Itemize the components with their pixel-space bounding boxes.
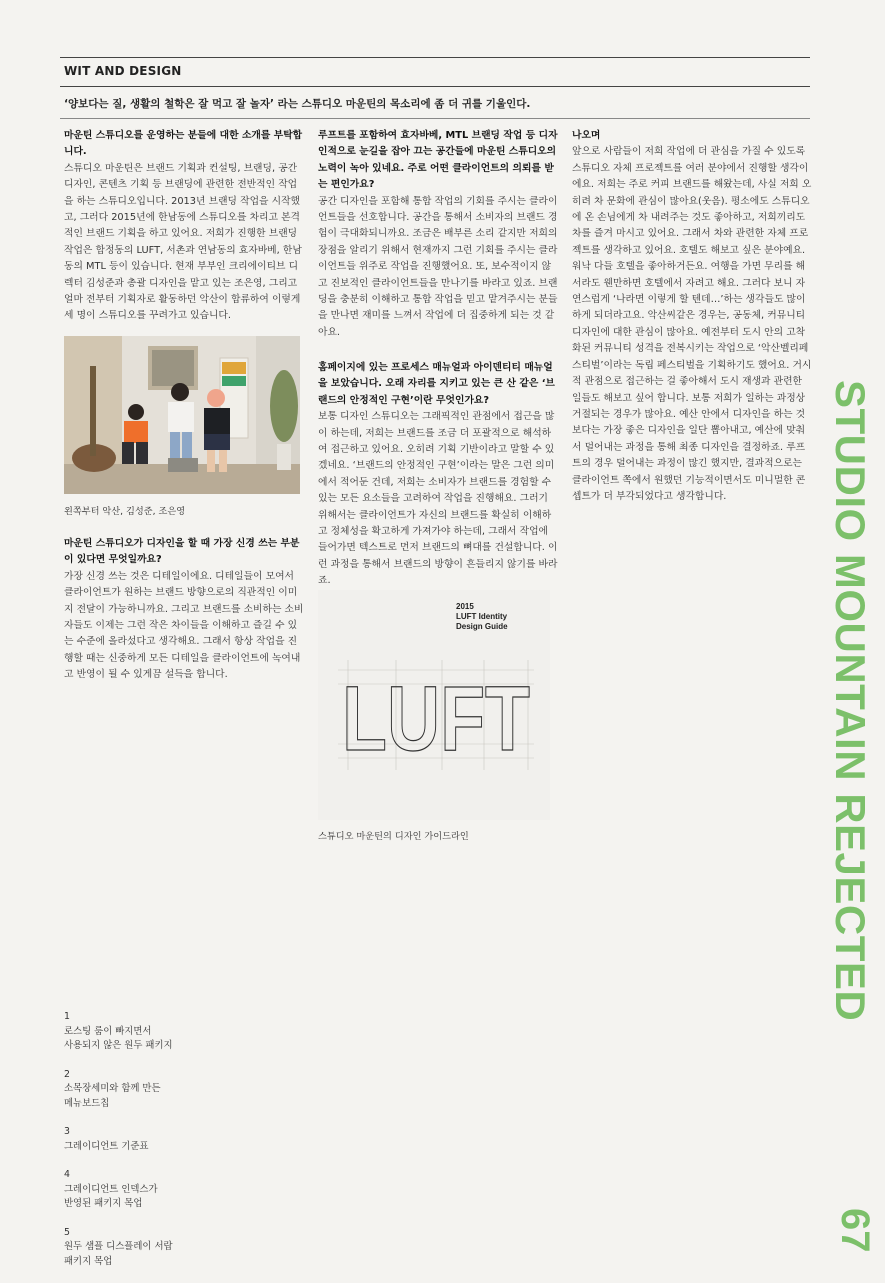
note-number: 5: [64, 1226, 70, 1238]
page-number: 67: [833, 1208, 877, 1253]
answer-intro: 스튜디오 마운틴은 브랜드 기획과 컨설팅, 브랜딩, 공간디자인, 콘텐츠 기획 등 브랜딩에 관련한 전반적인 작업을 하는 스튜디오입니다. 2013년 브랜딩 작업을 시작했고, 그러다 2015년에 한남동에 스튜디오를 차리고 본격적인 브랜드 기획을 하고 있어요. 저희가 진행한 브랜딩 작업은 합정동의 LUFT, 서촌과 연남동의 효자바베, 한남동의 MTL 등이 있습니다. 현재 부부인 크리에이티브 디렉터 김성준과 총괄 디자인을 맡고 있는 조은영, 그리고 얼마 전부터 기획자로 활동하던 악산이 합류하여 이렇게 세 명이 스튜디오를 꾸려가고 있습니다.: [64, 162, 302, 322]
photo-caption: 왼쪽부터 악산, 김성준, 조은영: [64, 506, 186, 517]
section-label: WIT AND DESIGN: [64, 64, 182, 78]
luft-design-guide: [318, 590, 550, 820]
note-text: 패키지 목업: [64, 1255, 113, 1267]
question-detail: 마운틴 스튜디오가 디자인을 할 때 가장 신경 쓰는 부분이 있다면 무엇일까요?: [64, 538, 300, 566]
note-item: [64, 1125, 173, 1154]
question-clients: 루프트를 포함하여 효자바베, MTL 브랜딩 작업 등 디자인적으로 눈길을 잡아 끄는 공간들에 마운틴 스튜디오의 노력이 녹아 있네요. 주로 어떤 클라이언트의 의뢰를 받는 편인가요?: [318, 130, 558, 191]
note-text: 소목장세미와 함께 만든: [64, 1083, 161, 1094]
top-rule: [60, 57, 810, 58]
column-1: [64, 128, 304, 325]
note-number: 1: [64, 1011, 70, 1022]
header-rule: [60, 86, 810, 87]
note-text: 메뉴보드칩: [64, 1097, 110, 1109]
answer-clients: 공간 디자인을 포함해 통합 작업의 기회를 주시는 클라이언트들을 선호합니다. 공간을 통해서 소비자의 브랜드 경험이 극대화되니까요. 조금은 배부른 소리 같지만 저희의 장점을 알리기 위해서 현재까지 그런 기회를 주시는 클라이언트들 위주로 작업을 진행했어요. 또, 보수적이지 않고 진보적인 클라이언트들을 만나기를 바라고 있죠. 브랜딩을 충분히 이해하고 통합 작업을 믿고 맡겨주시는 분들을 만나면 재미를 느껴서 작업에 더 집중하게 되는 것 같아요.: [318, 195, 558, 338]
column-2-lower: [318, 360, 560, 590]
note-text: 사용되지 않은 원두 패키지: [64, 1040, 173, 1051]
note-text: 로스팅 룸이 빠지면서: [64, 1025, 152, 1037]
question-brand: 홈페이지에 있는 프로세스 매뉴얼과 아이덴티티 매뉴얼을 보았습니다. 오래 자리를 지키고 있는 큰 산 같은 ‘브랜드의 안정적인 구현’이란 무엇인가요?: [318, 362, 555, 406]
team-photo: [64, 336, 300, 494]
guide-year: 2015: [456, 602, 474, 611]
note-item: [64, 1226, 173, 1270]
answer-brand: 보통 디자인 스튜디오는 그래픽적인 관점에서 접근을 많이 하는데, 저희는 브랜드를 조금 더 포괄적으로 해석하여 접근하고 있어요. 오히려 기획 기반이라고 말할 수 있겠네요. ‘브랜드의 안정적인 구현’이라는 말은 그런 의미에서 적어둔 건데, 저희는 소비자가 브랜드를 경험할 수 있는 모든 요소들을 고려하여 작업을 진행해요. 그러기 위해서는 클라이언트가 자신의 브랜드를 확실히 이해하고 정체성을 확고하게 가져가야 하는데, 그래서 작업에 들어가면 텍스트로 먼저 브랜드의 뼈대를 건설합니다. 이런 과정을 통해서 브랜드의 방향이 흔들리지 않기를 바라죠.: [318, 411, 558, 587]
note-number: 4: [64, 1169, 70, 1180]
guide-caption: 스튜디오 마운틴의 디자인 가이드라인: [318, 831, 469, 842]
note-number: 2: [64, 1068, 70, 1080]
luft-grid-lines: [318, 590, 550, 820]
team-photo-illustration: [64, 336, 300, 494]
note-item: [64, 1010, 173, 1054]
column-2: [318, 128, 560, 341]
answer-outro: 앞으로 사람들이 저희 작업에 더 관심을 가질 수 있도록 스튜디오 자체 프로젝트를 여러 분야에서 진행할 생각이에요. 저희는 주로 커피 브랜드를 해왔는데, 사실 저희 오히려 차 문화에 관심이 많아요(웃음). 평소에도 스튜디오에 온 손님에게 차 내려주는 것도 좋아하고, 저희끼리도 차를 즐겨 마시고 있어요. 그래서 차와 관련한 자체 프로젝트를 생각하고 있어요. 호텔도 해보고 싶은 분야예요. 워낙 다들 호텔을 좋아하거든요. 여행을 가면 무리를 해서라도 웬만하면 호텔에서 자려고 해요. 그러다 보니 자연스럽게 ‘나라면 이렇게 할 텐데…’하는 생각들도 많이 하게 되더라고요. 악산씨같은 경우는, 공동체, 커뮤니티 디자인에 대한 관심이 많아요. 예전부터 도시 안의 고착화된 커뮤니티 성격을 전복시키는 작업으로 ‘악산벨리페스티벌’이라는 독립 페스티벌을 기획하기도 했어요. 거시적 관점으로 접근하는 걸 좋아해서 도시 재생과 관련한 일들도 해보고 싶어 합니다. 보통 저희가 일하는 과정상 거절되는 경우가 많아요. 예산 안에서 디자인을 하는 것보다는 가장 좋은 디자인을 일단 뽑아내고, 예산에 맞춰서 덜어내는 과정을 통해 최종 디자인을 결정하죠. 루프트의 경우 덜어내는 과정이 많긴 했지만, 결과적으로는 클라이언트 쪽에서 원했던 기능적이면서도 미니멀한 콘셉트가 더 부각되었다고 생각합니다.: [572, 146, 812, 502]
guide-title-line1: LUFT Identity: [456, 612, 508, 621]
note-item: [64, 1068, 173, 1112]
column-1-lower: [64, 536, 304, 684]
note-number: 3: [64, 1126, 70, 1137]
guide-title-line2: Design Guide: [456, 622, 508, 631]
note-text: 그레이디언트 인덱스가: [64, 1183, 158, 1195]
column-3: [572, 128, 812, 505]
question-intro: 마운틴 스튜디오를 운영하는 분들에 대한 소개를 부탁합니다.: [64, 130, 303, 158]
side-title: STUDIO MOUNTAIN REJECTED: [827, 380, 874, 1022]
lead-rule: [60, 118, 810, 119]
note-item: [64, 1168, 173, 1212]
lead-text: ‘양보다는 질, 생활의 철학은 잘 먹고 잘 놀자’ 라는 스튜디오 마운틴의 목소리에 좀 더 귀를 기울인다.: [64, 98, 531, 110]
luft-logo: LUFT: [342, 668, 530, 770]
note-text: 원두 샘플 디스플레이 서랍: [64, 1241, 173, 1252]
note-text: 반영된 패키지 목업: [64, 1198, 143, 1209]
question-outro: 나오며: [572, 130, 601, 141]
answer-detail: 가장 신경 쓰는 것은 디테일이에요. 디테일들이 모여서 클라이언트가 원하는 브랜드 방향으로의 직관적인 이미지 전달이 가능하니까요. 그리고 브랜드를 소비하는 소비자들도 이제는 그런 작은 차이들을 이해하고 즐길 수 있는 수준에 올라섰다고 생각해요. 그래서 항상 작업을 진행할 때는 신중하게 모든 디테일을 클라이언트에 녹여내고 반영이 될 수 있게끔 설득을 합니다.: [64, 570, 304, 681]
note-text: 그레이디언트 기준표: [64, 1140, 149, 1152]
image-notes: [64, 1010, 173, 1283]
